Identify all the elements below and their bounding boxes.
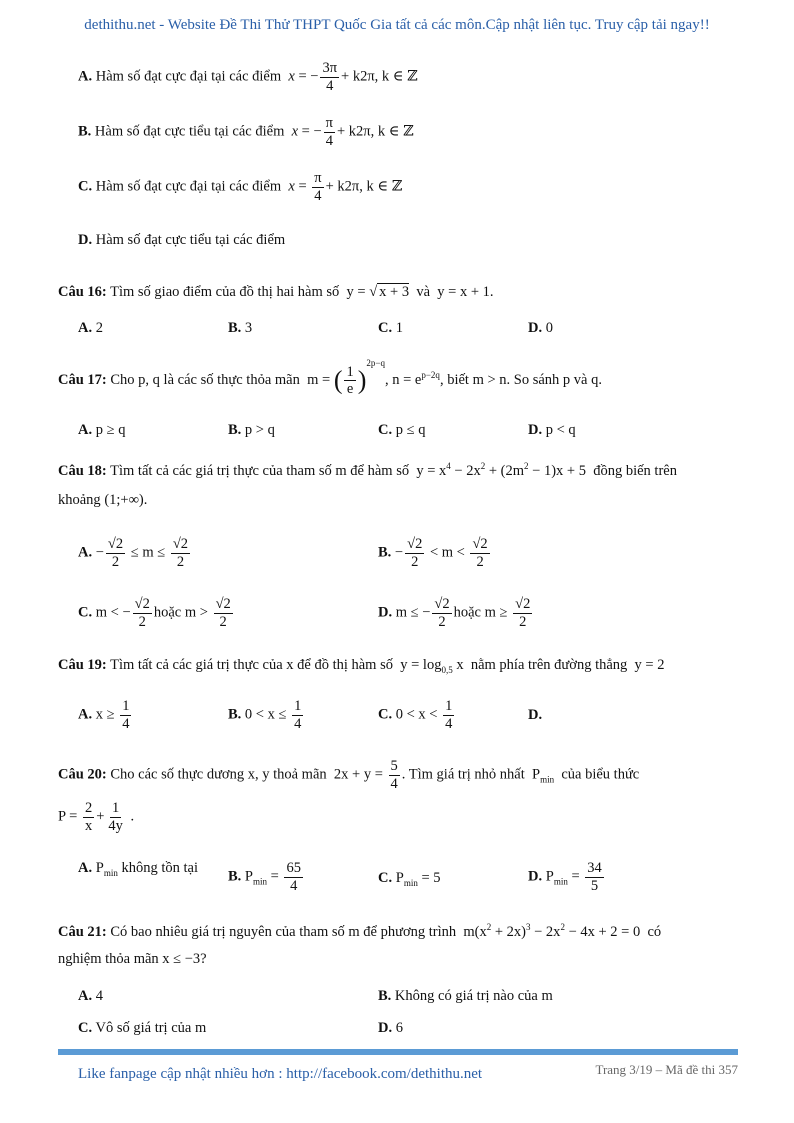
q21-d: D. 6 — [378, 1020, 403, 1036]
condition: x ≤ −3? — [162, 951, 207, 967]
q15-option-b: B. Hàm số đạt cực tiểu tại các điểm x = − $\frac{\pi}{4}$ + k2π, k ∈ ℤ — [78, 115, 414, 149]
q20-stem: Câu 20: Cho các số thực dương x, y thoả mãn 2x + y = $\frac{5}{4}$ . Tìm giá trị nhỏ nhất $P_{min}$ của biểu thức — [58, 758, 640, 792]
question-number: Câu 19: — [58, 657, 107, 673]
equation: y = x + 1. — [437, 284, 494, 300]
question-end: của biểu thức — [561, 766, 640, 783]
q15-option-d — [78, 232, 285, 249]
mid-text: . Tìm giá trị nhỏ nhất — [401, 766, 525, 783]
interval: (1;+∞). — [104, 492, 148, 508]
q16-a: A. 2 — [78, 320, 103, 336]
option-tail: + k2π, k ∈ ℤ — [336, 123, 414, 140]
question-text: Tìm tất cả các giá trị thực của tham số m để hàm số — [110, 462, 410, 479]
question-end: . So sánh p và q. — [506, 372, 602, 388]
q21-line2: nghiệm thỏa mãn x ≤ −3? — [58, 951, 207, 967]
option-text: Hàm số đạt cực đại tại các điểm — [95, 178, 282, 195]
page-header[interactable]: dethithu.net - Website Đề Thi Thử THPT Quốc Gia tất cả các môn.Cập nhật liên tục. Truy cập tải ngay!! — [84, 17, 710, 33]
q17-d: D. p < q — [528, 422, 576, 438]
question-number: Câu 17: — [58, 372, 107, 388]
question-text: Tìm tất cả các giá trị thực của x để đồ thị hàm số — [110, 657, 393, 673]
q20-b: B. $P_{min}$ = $\frac{65}{4}$ — [228, 860, 301, 894]
q20-d: D. $P_{min}$ = $\frac{34}{5}$ — [528, 860, 602, 894]
q18-d: D. m ≤ − $\frac{√2}{2}$ hoặc m ≥ $\frac{√2}{2}$ — [378, 596, 531, 630]
mid-word: biết — [447, 372, 469, 388]
q21-a: A. 4 — [78, 988, 103, 1004]
q19-a: A. x ≥ $\frac{1}{4}$ — [78, 698, 130, 732]
q20-expression: P = $\frac{2}{x}$ + $\frac{1}{4y}$ . — [58, 800, 135, 834]
question-text: Cho các số thực dương x, y thoả mãn — [110, 766, 327, 783]
q17-b: B. p > q — [228, 422, 275, 438]
q21-stem: Câu 21: Có bao nhiêu giá trị nguyên của tham số m để phương trình $m(x^2 + 2x)^3 - 2x^2 - 4x + 2 = 0$ có — [58, 922, 662, 940]
q21-b: B. Không có giá trị nào của m — [378, 988, 553, 1004]
option-letter: C. — [78, 178, 93, 195]
q15-option-a: A. Hàm số đạt cực đại tại các điểm x = − $\frac{3\pi}{4}$ + k2π, k ∈ ℤ — [78, 60, 418, 94]
option-letter: B. — [78, 123, 92, 140]
q18-stem: Câu 18: Tìm tất cả các giá trị thực của tham số m để hàm số $y = x^4 - 2x^2 + (2m^2 - 1)x + 5$ đồng biến trên — [58, 461, 677, 479]
option-text: Hàm số đạt cực đại tại các điểm — [95, 68, 282, 85]
question-end: đồng biến trên — [593, 462, 677, 479]
condition: m > n — [472, 372, 507, 388]
q16-stem: Câu 16: Tìm số giao điểm của đồ thị hai hàm số y = √ x + 3 và y = x + 1. — [58, 284, 494, 300]
q16-b: B. 3 — [228, 320, 253, 336]
q15-option-c: C. Hàm số đạt cực đại tại các điểm x = $\frac{\pi}{4}$ + k2π, k ∈ ℤ — [78, 170, 403, 204]
option-tail: + k2π, k ∈ ℤ — [325, 178, 403, 195]
q19-d: D. — [528, 707, 543, 723]
q19-stem: Câu 19: Tìm tất cả các giá trị thực của x để đồ thị hàm số $y = \log_{0,5} x$ nằm phía trên đường thẳng y = 2 — [58, 657, 665, 675]
q16-d: D. 0 — [528, 320, 553, 336]
question-text: Có bao nhiêu giá trị nguyên của tham số m để phương trình — [110, 923, 457, 940]
q21-c: C. Vô số giá trị của m — [78, 1020, 207, 1036]
mid-text: nằm phía trên đường thẳng — [470, 657, 628, 673]
q18-b: B. − $\frac{√2}{2}$ < m < $\frac{√2}{2}$ — [378, 536, 488, 570]
q20-c: C. $P_{min} = 5$ — [378, 870, 441, 888]
option-text: Hàm số đạt cực tiểu tại các điểm — [95, 232, 286, 248]
question-text: Cho p, q là các số thực thỏa mãn — [110, 372, 300, 388]
q17-stem: Câu 17: Cho p, q là các số thực thỏa mãn m = ( $\frac{1}{e}$ )$^{2p-q}$, $n = e^{p-2q}$, biết m > n. So sánh p và q. — [58, 358, 602, 398]
option-tail: + k2π, k ∈ ℤ — [341, 68, 418, 85]
q19-b: B. 0 < x ≤ $\frac{1}{4}$ — [228, 698, 302, 732]
question-number: Câu 21: — [58, 923, 107, 940]
q18-line2: khoảng (1;+∞). — [58, 492, 148, 508]
footer-rule — [58, 1049, 738, 1055]
q19-c: C. 0 < x < $\frac{1}{4}$ — [378, 698, 453, 732]
q16-c: C. 1 — [378, 320, 403, 336]
question-number: Câu 16: — [58, 284, 107, 300]
footer-link[interactable]: Like fanpage cập nhật nhiều hơn : http://facebook.com/dethithu.net — [78, 1066, 483, 1082]
option-text: Hàm số đạt cực tiểu tại các điểm — [94, 123, 285, 140]
q20-a: A. $P_{min}$ không tồn tại — [78, 860, 198, 878]
option-letter: D. — [78, 232, 93, 248]
question-number: Câu 20: — [58, 766, 107, 783]
q18-c: C. m < − $\frac{√2}{2}$ hoặc m > $\frac{√2}{2}$ — [78, 596, 231, 630]
and-word: và — [416, 284, 431, 300]
question-end: có — [647, 923, 662, 940]
q17-a: A. p ≥ q — [78, 422, 126, 438]
q17-c: C. p ≤ q — [378, 422, 426, 438]
question-number: Câu 18: — [58, 462, 107, 479]
line-eq: y = 2 — [634, 657, 665, 673]
question-text: Tìm số giao điểm của đồ thị hai hàm số — [110, 284, 340, 300]
page-number: Trang 3/19 – Mã đề thi 357 — [595, 1062, 738, 1077]
option-letter: A. — [78, 68, 93, 85]
q18-a: A. − $\frac{√2}{2}$ ≤ m ≤ $\frac{√2}{2}$ — [78, 536, 189, 570]
